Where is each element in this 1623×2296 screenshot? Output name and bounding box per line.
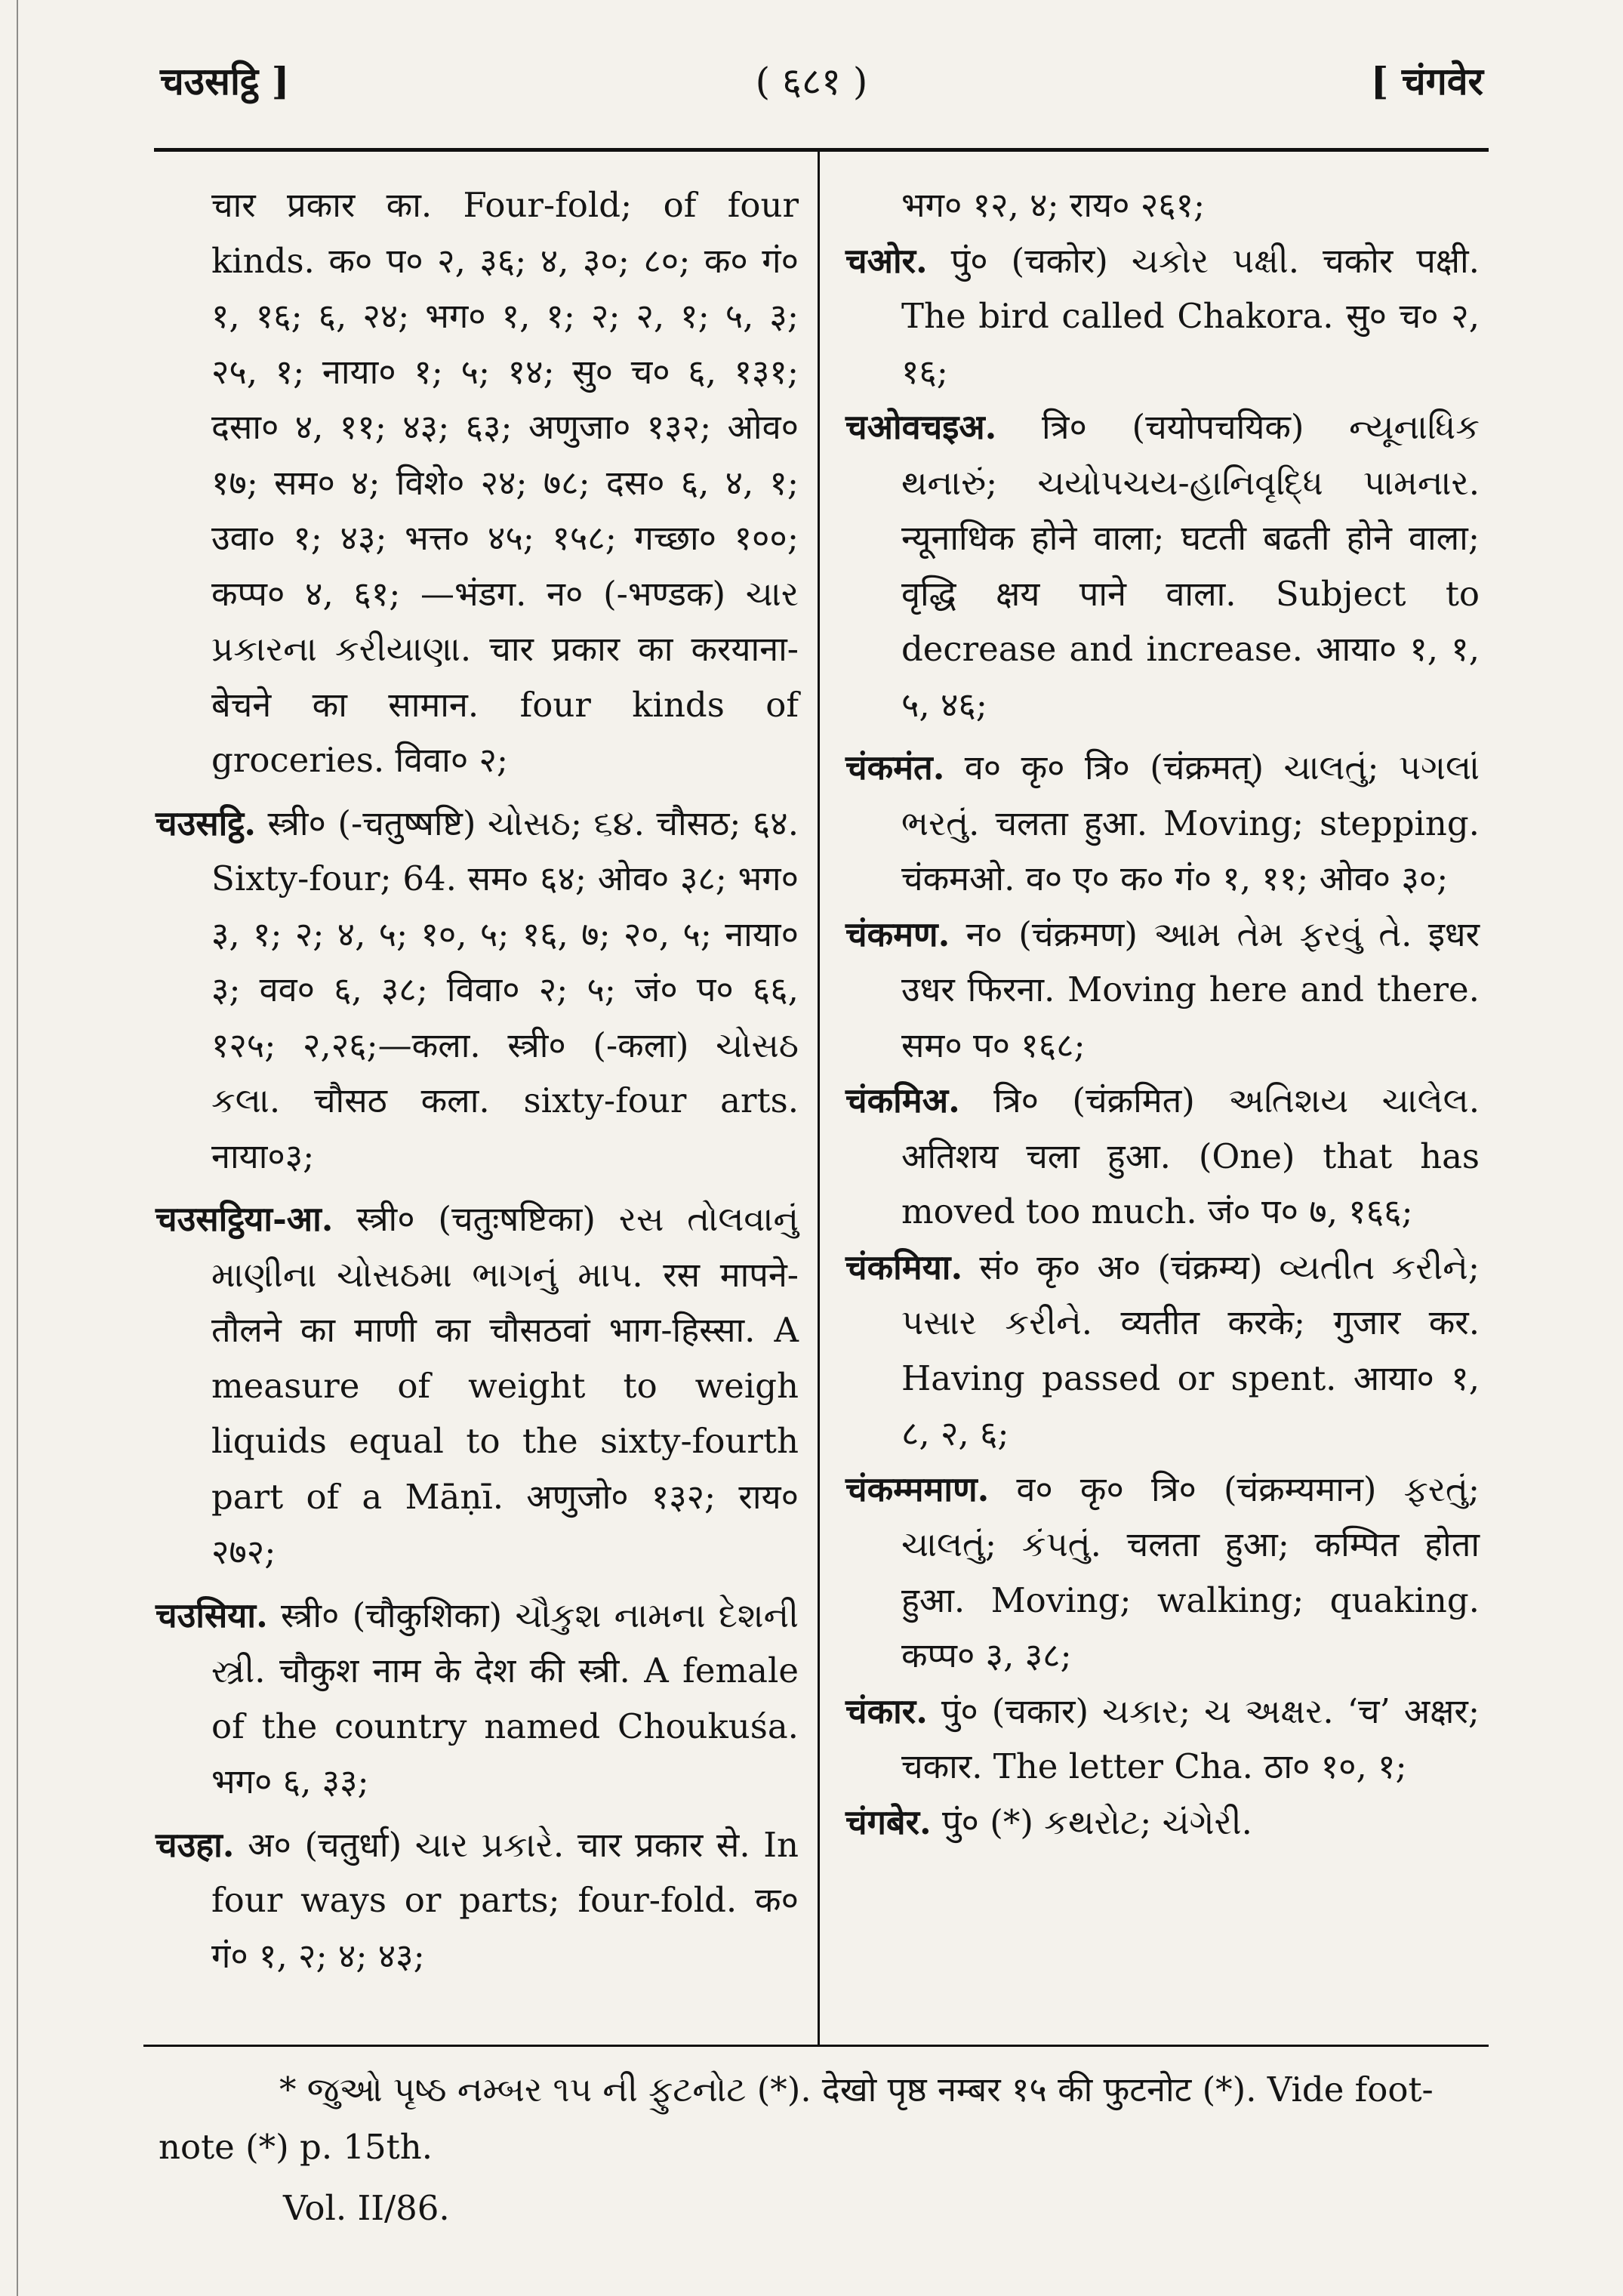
header-rule <box>154 148 1489 152</box>
entry-headword: चंकमंत. <box>845 747 945 787</box>
dictionary-entry <box>845 1795 1480 1851</box>
footnote <box>159 2061 1487 2176</box>
entry-text: स्त्री० (चतुःषष्टिका) રસ તોલવાનું માણીના ચોસઠમા ભાગનું માપ. रस मापने-तौलने का माणी का चौसठवां भाग-हिस्सा. A measure of weight to weigh liquids equal to the sixty-fourth part of a Māṇī. अणुजो० १३२; राय० २७२; <box>211 1199 799 1572</box>
entry-text: व० कृ० त्रि० (चंक्रम्यमान) ફરતું; ચાલતું; કંપતું. चलता हुआ; कम्पित होता हुआ. Moving; walking; quaking. कप्प० ३, ३८; <box>901 1469 1480 1675</box>
volume-signature: Vol. II/86. <box>283 2188 450 2228</box>
column-divider <box>818 149 820 2046</box>
entry-headword: चउसिया. <box>156 1595 268 1635</box>
entry-text: व० कृ० त्रि० (चंक्रमत्) ચાલતું; પગલાં ભરતું. चलता हुआ. Moving; stepping. चंकमओ. व० ए० क० गं० १, ११; ओव० ३०; <box>901 747 1480 898</box>
entry-headword: चंकार. <box>845 1690 928 1731</box>
dictionary-entry <box>845 399 1480 732</box>
entry-headword: चंकमिअ. <box>845 1080 960 1120</box>
dictionary-entry <box>845 1684 1480 1795</box>
entry-text: स्त्री० (-चतुष्षष्टि) ચોસઠ; ૬૪. चौसठ; ६४. Sixty-four; 64. सम० ६४; ओव० ३८; भग० ३, १; २; ४, ५; १०, ५; १६, ७; २०, ५; नाया० ३; वव० ६, ३८; विवा० २; ५; जं० प० ६६, १२५; २,२६;—कला. स्त्री० (-कला) ચોસઠ કલા. चौसठ कला. sixty-four arts. नाया०३; <box>211 803 799 1176</box>
dictionary-entry <box>845 907 1480 1074</box>
right-column <box>845 177 1480 1850</box>
running-head-right: [ चंगवेर <box>1370 59 1483 103</box>
entry-text: त्रि० (चयोपचयिक) ન્યૂનાધિક થનારું; ચયોપચય-હાનિવૃદ્ધિ પામનાર. न्यूनाधिक होने वाला; घटती बढती होने वाला; वृद्धि क्षय पाने वाला. Subject to decrease and increase. आया० १, १, ५, ४६; <box>901 407 1480 725</box>
entry-text: स्त्री० (चौकुशिका) ચૌકુશ નામના દેશની સ્ત્રી. चौकुश नाम के देश की स्त्री. A female of the country named Choukuśa. भग० ६, ३३; <box>211 1595 799 1801</box>
dictionary-entry <box>845 740 1480 907</box>
dictionary-entry <box>156 1191 799 1580</box>
entry-headword: चंगबेर. <box>845 1801 932 1842</box>
entry-headword: चउहा. <box>156 1824 235 1865</box>
footnote-text: * જુઓ પૃષ્ઠ નમ્બર ૧૫ ની ફુટનોટ (*). देखो पृष्ठ नम्बर १५ की फुटनोट (*). Vide foot-note (*) p. 15th. <box>159 2069 1434 2167</box>
entry-text: भग० १२, ४; राय० २६१; <box>901 185 1206 225</box>
entry-text: पुं० (चकोर) ચકોર પક્ષી. चकोर पक्षी. The bird called Chakora. सु० च० २, १६; <box>901 240 1480 392</box>
dictionary-entry <box>156 796 799 1185</box>
left-column <box>156 177 799 1983</box>
dictionary-entry <box>845 1240 1480 1462</box>
page-edge <box>17 0 18 2296</box>
entry-headword: चंकम्ममाण. <box>845 1469 990 1509</box>
entry-headword: चंकमण. <box>845 914 950 954</box>
dictionary-entry <box>156 177 799 788</box>
entry-text: त्रि० (चंक्रमित) અતિશય ચાલેલ. अतिशय चला हुआ. (One) that has moved too much. जं० प० ७, १६६; <box>901 1080 1480 1231</box>
entry-text: न० (चंक्रमण) આમ તેમ ફરવું તે. इधर उधर फिरना. Moving here and there. सम० प० १६८; <box>901 914 1480 1065</box>
entry-text: अ० (चतुर्धा) ચાર પ્રકારે. चार प्रकार से. In four ways or parts; four-fold. क० गं० १, २; ४; ४३; <box>211 1824 799 1976</box>
entry-headword: चओर. <box>845 240 928 281</box>
entry-headword: चओवचइअ. <box>845 407 997 447</box>
page-number: ( ६८१ ) <box>755 60 868 103</box>
entry-text: पुं० (चकार) ચકાર; ચ અક્ષર. ‘च’ अक्षर; चकार. The letter Cha. ठा० १०, १; <box>901 1690 1480 1786</box>
entry-text: चार प्रकार का. Four-fold; of four kinds. क० प० २, ३६; ४, ३०; ८०; क० गं० १, १६; ६, २४; भग० १, १; २; २, १; ५, ३; २५, १; नाया० १; ५; १४; सु० च० ६, १३१; दसा० ४, ११; ४३; ६३; अणुजा० १३२; ओव० १७; सम० ४; विशे० २४; ७८; दस० ६, ४, १; उवा० १; ४३; भत्त० ४५; १५८; गच्छा० १००; कप्प० ४, ६१; —भंडग. न० (-भण्डक) ચાર પ્રકારના કરીયાણા. चार प्रकार का करयाना-बेचने का सामान. four kinds of groceries. विवा० २; <box>211 185 799 780</box>
dictionary-entry <box>156 1588 799 1810</box>
entry-headword: चउसट्ठिया-आ. <box>156 1199 334 1239</box>
entry-text: सं० कृ० अ० (चंक्रम्य) વ્યતીત કરીને; પસાર કરીને. व्यतीत करके; गुजार कर. Having passed or spent. आया० १, ८, २, ६; <box>901 1247 1480 1453</box>
footnote-rule <box>143 2045 1489 2047</box>
dictionary-entry <box>845 1073 1480 1240</box>
dictionary-entry <box>845 1462 1480 1684</box>
entry-headword: चउसट्ठि. <box>156 803 256 843</box>
running-head-left: चउसट्ठि ] <box>160 59 290 103</box>
entry-headword: चंकमिया. <box>845 1247 963 1287</box>
dictionary-entry <box>845 233 1480 400</box>
dictionary-entry <box>156 1817 799 1984</box>
entry-text: पुं० (*) કથરોટ; ચંગેરી. <box>942 1801 1252 1842</box>
dictionary-entry <box>845 177 1480 233</box>
